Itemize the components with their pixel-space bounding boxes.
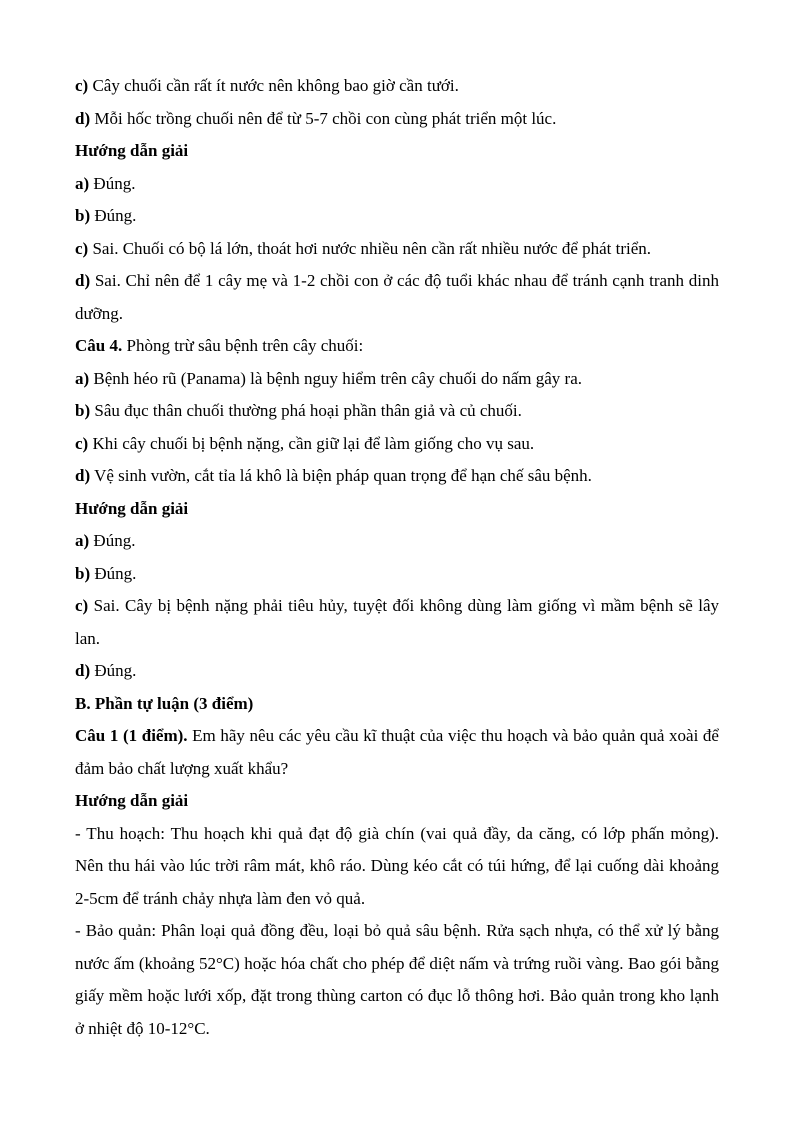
statement-text: Mỗi hốc trồng chuối nên để từ 5-7 chồi con cùng phát triển một lúc. bbox=[90, 108, 557, 128]
solution-heading-text: Hướng dẫn giải bbox=[75, 791, 189, 810]
solution-heading-text: Hướng dẫn giải bbox=[75, 141, 189, 160]
answer-a bbox=[75, 168, 719, 201]
solution-heading-text: Hướng dẫn giải bbox=[75, 498, 189, 518]
answer-label: a) bbox=[75, 531, 90, 550]
statement-b bbox=[75, 395, 719, 428]
question-1-essay bbox=[75, 720, 719, 785]
answer-label: b) bbox=[75, 563, 91, 583]
statement-text: Vệ sinh vườn, cắt tỉa lá khô là biện pháp quan trọng để hạn chế sâu bệnh. bbox=[90, 466, 592, 485]
question-label: Câu 1 (1 điểm). bbox=[75, 726, 188, 745]
answer-text: Sai. Chỉ nên để 1 cây mẹ và 1-2 chồi con ở các độ tuổi khác nhau để tránh cạnh tranh dinh dưỡng. bbox=[75, 271, 719, 323]
solution-heading bbox=[75, 135, 719, 168]
answer-a bbox=[75, 525, 719, 558]
question-text: Phòng trừ sâu bệnh trên cây chuối: bbox=[122, 336, 364, 355]
answer-text: Đúng. bbox=[89, 531, 136, 550]
question-4-heading bbox=[75, 330, 719, 363]
statement-label: c) bbox=[75, 433, 89, 453]
answer-text: Đúng. bbox=[90, 661, 137, 680]
statement-text: Cây chuối cần rất ít nước nên không bao giờ cần tưới. bbox=[88, 76, 459, 95]
statement-c bbox=[75, 70, 719, 103]
statement-label: d) bbox=[75, 108, 91, 128]
answer-b bbox=[75, 558, 719, 591]
answer-label: c) bbox=[75, 238, 89, 258]
statement-d bbox=[75, 103, 719, 136]
answer-text: Đúng. bbox=[89, 173, 136, 193]
statement-text: Sâu đục thân chuối thường phá hoại phần thân giả và củ chuối. bbox=[90, 401, 522, 420]
statement-d bbox=[75, 460, 719, 493]
statement-label: b) bbox=[75, 401, 91, 420]
statement-label: c) bbox=[75, 76, 89, 95]
answer-label: d) bbox=[75, 661, 91, 680]
answer-text: Sai. Chuối có bộ lá lớn, thoát hơi nước nhiều nên cần rất nhiều nước để phát triển. bbox=[88, 238, 652, 258]
answer-c bbox=[75, 233, 719, 266]
answer-text: Đúng. bbox=[90, 563, 137, 583]
answer-label: b) bbox=[75, 206, 91, 225]
statement-c bbox=[75, 428, 719, 461]
answer-label: a) bbox=[75, 173, 90, 193]
answer-d bbox=[75, 655, 719, 688]
statement-label: a) bbox=[75, 368, 90, 388]
answer-text: Sai. Cây bị bệnh nặng phải tiêu hủy, tuyệt đối không dùng làm giống vì mầm bệnh sẽ lây lan. bbox=[75, 596, 719, 648]
statement-text: Khi cây chuối bị bệnh nặng, cần giữ lại để làm giống cho vụ sau. bbox=[88, 433, 535, 453]
solution-heading bbox=[75, 493, 719, 526]
essay-answer-text: - Thu hoạch: Thu hoạch khi quả đạt độ già chín (vai quả đầy, da căng, có lớp phấn mỏng). Nên thu hái vào lúc trời râm mát, khô ráo. Dùng kéo cắt có túi hứng, để lại cuống dài khoảng 2-5cm để tránh chảy nhựa làm đen vỏ quả. bbox=[75, 823, 719, 908]
answer-label: d) bbox=[75, 271, 91, 290]
question-text: Em hãy nêu các yêu cầu kĩ thuật của việc thu hoạch và bảo quản quả xoài để đảm bảo chất lượng xuất khẩu? bbox=[75, 726, 719, 778]
answer-d bbox=[75, 265, 719, 330]
section-b-heading-text: B. Phần tự luận (3 điểm) bbox=[75, 693, 254, 713]
essay-answer-storage bbox=[75, 915, 719, 1045]
question-label: Câu 4. bbox=[75, 336, 123, 355]
solution-heading bbox=[75, 785, 719, 818]
statement-a bbox=[75, 363, 719, 396]
answer-c bbox=[75, 590, 719, 655]
answer-text: Đúng. bbox=[90, 206, 137, 225]
essay-answer-text: - Bảo quản: Phân loại quả đồng đều, loại bỏ quả sâu bệnh. Rửa sạch nhựa, có thể xử lý bằng nước ấm (khoảng 52°C) hoặc hóa chất cho phép để diệt nấm và trứng ruồi vàng. Bao gói bằng giấy mềm hoặc lưới xốp, đặt trong thùng carton có đục lỗ thông hơi. Bảo quản trong kho lạnh ở nhiệt độ 10-12°C. bbox=[75, 921, 719, 1038]
essay-answer-harvest bbox=[75, 818, 719, 916]
answer-label: c) bbox=[75, 596, 89, 615]
answer-b bbox=[75, 200, 719, 233]
statement-label: d) bbox=[75, 466, 91, 485]
statement-text: Bệnh héo rũ (Panama) là bệnh nguy hiểm trên cây chuối do nấm gây ra. bbox=[89, 368, 583, 388]
section-b-heading bbox=[75, 688, 719, 721]
